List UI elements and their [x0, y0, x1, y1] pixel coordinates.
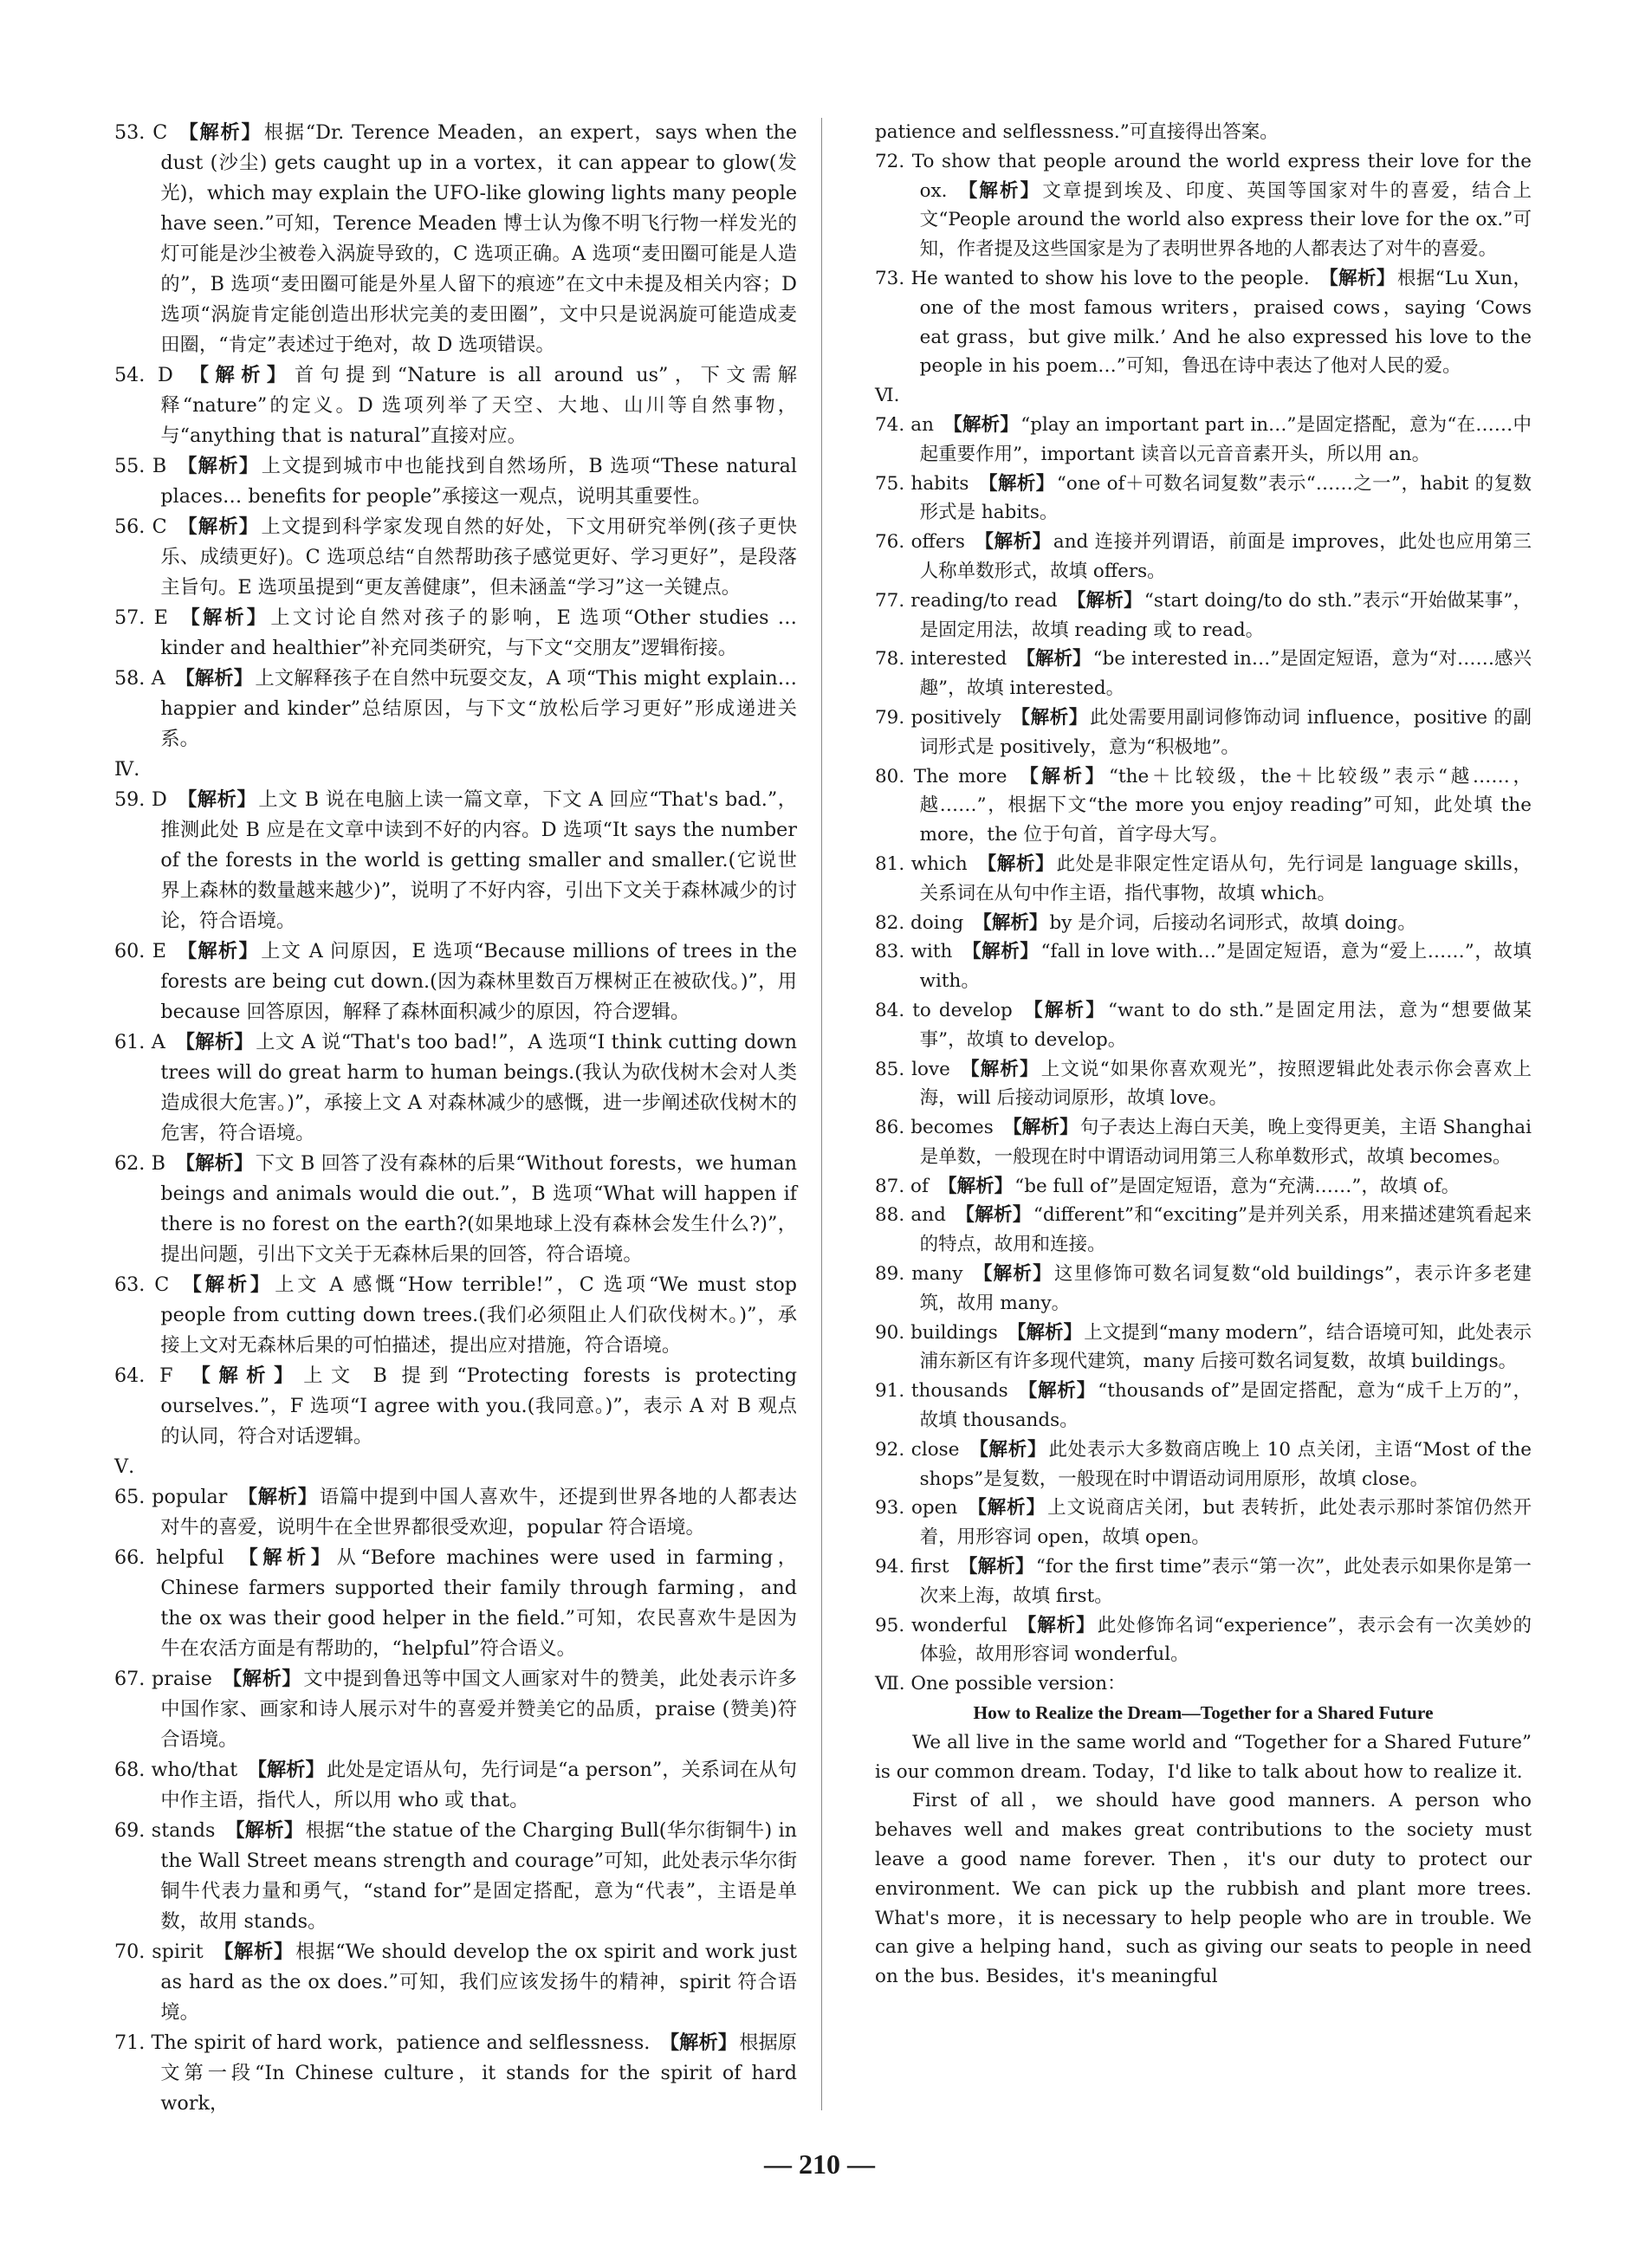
question-number: 71. — [114, 2031, 146, 2054]
question-number: 58. — [114, 667, 146, 690]
answer-value: offers — [910, 531, 965, 554]
question-number: 85. — [875, 1058, 905, 1080]
question-number: 86. — [875, 1117, 905, 1139]
section-heading: Ⅵ. — [875, 385, 900, 407]
answer-entry — [114, 2028, 797, 2119]
analysis-text: 上文 B 提到“Protecting forests is protecting ourselves.”，F 选项“I agree with you.(我同意。)”，表示 A 对 B 观点的认同，符合对话逻辑。 — [160, 1364, 798, 1448]
essay-paragraph: We all live in the same world and “Together for a Shared Future” is our common dream. Today，I'd like to talk about how to realize it. — [875, 1731, 1532, 1783]
analysis-text: 根据“the statue of the Charging Bull(华尔街铜牛) in the Wall Street means strength and courage”可知，此处表示华尔街铜牛代表力量和勇气，“stand for”是固定搭配，意为“代表”，主语是单数，故用 stands。 — [160, 1819, 798, 1933]
analysis-text: 上文说“如果你喜欢观光”，按照逻辑此处表示你会喜欢上海，will 后接动词原形，故填 love。 — [919, 1058, 1532, 1110]
section-heading: Ⅴ. — [114, 1455, 135, 1478]
analysis-text: 上文 A 说“That's too bad!”，A 选项“I think cutting down trees will do great harm to human beings.(我认为砍伐树木会对人类造成很大危害。)”，承接上文 A 对森林减少的感慨，进一步阐述砍伐树木的危害，符合语境。 — [160, 1031, 797, 1144]
analysis-text: 此处是非限定性定语从句，先行词是 language skills，关系词在从句中作主语，指代事物，故填 which。 — [919, 852, 1532, 904]
question-number: 53. — [114, 121, 146, 144]
answer-entry — [875, 762, 1532, 850]
analysis-tag: 【解析】 — [1067, 589, 1143, 612]
question-number: 70. — [114, 1941, 146, 1963]
answer-value: first — [910, 1556, 949, 1578]
answer-value: who/that — [151, 1759, 238, 1781]
analysis-tag: 【解析】 — [177, 788, 257, 811]
analysis-text: “play an important part in…”是固定搭配，意为“在……中起重要作用”，important 读音以元音音素开头，所以用 an。 — [919, 413, 1532, 465]
answer-entry — [875, 1113, 1532, 1172]
answer-value: F — [159, 1364, 173, 1387]
answer-entry — [875, 1552, 1532, 1611]
answer-value: The spirit of hard work，patience and selflessness. — [151, 2031, 651, 2054]
analysis-text: 语篇中提到中国人喜欢牛，还提到世界各地的人都表达对牛的喜爱，说明牛在全世界都很受欢迎，popular 符合语境。 — [160, 1486, 798, 1539]
analysis-text: 上文 A 问原因，E 选项“Because millions of trees in the forests are being cut down.(因为森林里数百万棵树正在被砍伐。)”，用 because 回答原因，解释了森林面积减少的原因，符合逻辑。 — [160, 940, 798, 1023]
analysis-tag: 【解析】 — [979, 472, 1055, 495]
answer-value: thousands — [910, 1380, 1008, 1403]
analysis-tag: 【解析】 — [1319, 267, 1396, 289]
question-number: 77. — [875, 589, 905, 612]
left-column — [114, 118, 797, 2119]
answer-value: A — [151, 1031, 165, 1053]
analysis-tag: 【解析】 — [175, 1031, 254, 1053]
analysis-tag: 【解析】 — [237, 1486, 318, 1508]
analysis-tag: 【解析】 — [222, 1668, 302, 1690]
answer-value: E — [152, 940, 167, 962]
analysis-tag: 【解析】 — [968, 1497, 1046, 1520]
answer-value: praise — [152, 1668, 212, 1690]
answer-value: reading/to read — [910, 589, 1058, 612]
analysis-text: 此处表示大多数商店晚上 10 点关闭，主语“Most of the shops”是复数，一般现在时中谓语动词用原形，故填 close。 — [919, 1438, 1532, 1490]
question-number: 54. — [114, 364, 146, 386]
answer-entry — [875, 264, 1532, 381]
question-number: 88. — [875, 1204, 905, 1227]
question-number: 95. — [875, 1614, 905, 1636]
answer-value: stands — [151, 1819, 216, 1842]
answer-entry — [114, 1149, 797, 1270]
answer-entry — [114, 1543, 797, 1664]
analysis-tag: 【解析】 — [182, 1273, 273, 1296]
answer-entry — [875, 411, 1532, 470]
analysis-tag: 【解析】 — [180, 606, 269, 629]
analysis-text: 上文 A 感慨“How terrible!”，C 选项“We must stop people from cutting down trees.(我们必须阻止人们砍伐树木。)”，承接上文对无森林后果的可怕描述，提出应对措施，符合语境。 — [160, 1273, 797, 1357]
answer-value: doing — [910, 911, 964, 934]
analysis-text: 首句提到“Nature is all around us”，下文需解释“nature”的定义。D 选项列举了天空、大地、山川等自然事物，与“anything that is natural”直接对应。 — [160, 364, 797, 447]
question-number: 78. — [875, 648, 905, 671]
answer-value: which — [910, 852, 968, 875]
answer-value: buildings — [910, 1321, 998, 1344]
analysis-text: 此处修饰名词“experience”，表示会有一次美妙的体验，故用形容词 wonderful。 — [919, 1614, 1532, 1666]
answer-value: and — [910, 1204, 946, 1227]
answer-entry — [114, 664, 797, 755]
question-number: 57. — [114, 606, 146, 629]
answer-entry — [114, 785, 797, 936]
question-number: 56. — [114, 515, 146, 538]
section-heading: Ⅶ. One possible version： — [875, 1673, 1126, 1695]
analysis-text: “different”和“exciting”是并列关系，用来描述建筑看起来的特点，故用和连接。 — [919, 1204, 1532, 1256]
question-number: 92. — [875, 1438, 905, 1461]
analysis-tag: 【解析】 — [975, 531, 1052, 554]
answer-entry — [114, 1027, 797, 1149]
analysis-tag: 【解析】 — [175, 1152, 254, 1175]
answer-value: close — [910, 1438, 960, 1461]
analysis-tag: 【解析】 — [1011, 706, 1088, 729]
analysis-tag: 【解析】 — [938, 1175, 1014, 1197]
analysis-text: 根据“Dr. Terence Meaden，an expert，says when the dust (沙尘) gets caught up in a vortex，it can appear to glow(发光)，which may explain the UFO-like glowing lights many people have seen.”可知，Terence Meaden 博士认为像不明飞行物一样发光的灯可能是沙尘被卷入涡旋导致的，C 选项正确。A 选项“麦田圈可能是人造的”，B 选项“麦田圈可能是外星人留下的痕迹”在文中未提及相关内容；D 选项“涡旋肯定能创造出形状完美的麦田圈”，文中只是说涡旋可能造成麦田圈，“肯定”表述过于绝对，故 D 选项错误。 — [160, 121, 798, 356]
answer-entry — [875, 703, 1532, 762]
section-heading: Ⅳ. — [114, 758, 140, 781]
analysis-text: “one of＋可数名词复数”表示“……之一”，habit 的复数形式是 habits。 — [919, 472, 1532, 524]
analysis-tag: 【解析】 — [213, 1941, 294, 1963]
question-number: 84. — [875, 999, 905, 1021]
answer-value: habits — [910, 472, 969, 495]
answer-entry — [875, 1435, 1532, 1494]
analysis-tag: 【解析】 — [1016, 648, 1092, 671]
analysis-text: 文中提到鲁迅等中国文人画家对牛的赞美，此处表示许多中国作家、画家和诗人展示对牛的喜爱并赞美它的品质，praise (赞美)符合语境。 — [160, 1668, 798, 1751]
answer-entry — [114, 1937, 797, 2028]
question-number: 91. — [875, 1380, 905, 1403]
analysis-text: “the＋比较级，the＋比较级”表示“越……，越……”，根据下文“the more you enjoy reading”可知，此处填 the more，the 位于句首，首字母大写。 — [919, 765, 1532, 846]
analysis-tag: 【解析】 — [191, 1364, 301, 1387]
page-number: — 210 — — [764, 2148, 875, 2180]
question-number: 55. — [114, 455, 146, 477]
analysis-text: 从“Before machines were used in farming，Chinese farmers supported their family through farming，and the ox was their good helper in the field.”可知，农民喜欢牛是因为牛在农活方面是有帮助的，“helpful”符合语义。 — [160, 1546, 797, 1660]
answer-entry — [114, 1482, 797, 1543]
analysis-text: 根据原文第一段“In Chinese culture，it stands for the spirit of hard work， — [160, 2031, 798, 2115]
answer-entry — [114, 603, 797, 664]
answer-entry — [875, 1611, 1532, 1670]
answer-entry — [875, 850, 1532, 909]
answer-value: an — [910, 413, 934, 436]
answer-value: D — [152, 788, 167, 811]
answer-entry — [114, 1664, 797, 1755]
analysis-tag: 【解析】 — [238, 1546, 335, 1569]
question-number: 83. — [875, 941, 905, 963]
analysis-text: “for the first time”表示“第一次”，此处表示如果你是第一次来上海，故填 first。 — [919, 1556, 1532, 1607]
answer-entry — [875, 1494, 1532, 1552]
answer-entry — [875, 586, 1532, 645]
answer-value: to develop — [912, 999, 1013, 1021]
question-number: 75. — [875, 472, 905, 495]
question-number: 82. — [875, 911, 905, 934]
answer-entry — [875, 528, 1532, 586]
answer-value: A — [151, 667, 165, 690]
essay-paragraph: First of all，we should have good manners. A person who behaves well and makes great contributions to the society must leave a good name forever. Then，it's our duty to protect our environment. We can pick up the rubbish and plant more trees. What's more，it is necessary to help people who are in trouble. We can give a helping hand，such as giving our seats to people in need on the bus. Besides，it's meaningful — [875, 1790, 1532, 1988]
answer-entry — [114, 451, 797, 512]
continued-text: patience and selflessness.”可直接得出答案。 — [875, 121, 1279, 143]
question-number: 67. — [114, 1668, 146, 1690]
question-number: 74. — [875, 413, 905, 436]
analysis-tag: 【解析】 — [1018, 1380, 1097, 1403]
question-number: 73. — [875, 267, 905, 289]
question-number: 76. — [875, 531, 905, 554]
analysis-text: “thousands of”是固定搭配，意为“成千上万的”，故填 thousands。 — [919, 1380, 1532, 1432]
answer-entry — [875, 1201, 1532, 1260]
answer-value: many — [911, 1263, 963, 1286]
analysis-text: 下文 B 回答了没有森林的后果“Without forests，we human beings and animals would die out.”，B 选项“What will happen if there is no forest on the earth?(如果地球上没有森林会发生什么?)”，提出问题，引出下文关于无森林后果的回答，符合语境。 — [160, 1152, 798, 1266]
analysis-text: 上文提到科学家发现自然的好处，下文用研究举例(孩子更快乐、成绩更好)。C 选项总结“自然帮助孩子感觉更好、学习更好”，是段落主旨句。E 选项虽提到“更友善健康”，但未涵盖“学习”这一关键点。 — [160, 515, 797, 599]
analysis-tag: 【解析】 — [189, 364, 293, 386]
analysis-text: 上文提到城市中也能找到自然场所，B 选项“These natural places… benefits for people”承接这一观点，说明其重要性。 — [160, 455, 798, 508]
analysis-tag: 【解析】 — [177, 940, 260, 962]
answer-entry — [875, 996, 1532, 1055]
question-number: 68. — [114, 1759, 146, 1781]
analysis-tag: 【解析】 — [1017, 1614, 1096, 1636]
question-number: 65. — [114, 1486, 146, 1508]
analysis-text: 文章提到埃及、印度、英国等国家对牛的喜爱，结合上文“People around the world also express their love for the ox.”可知，作者提及这些国家是为了表明世界各地的人都表达了对牛的喜爱。 — [919, 179, 1532, 261]
answer-value: B — [152, 455, 167, 477]
analysis-text: 这里修饰可数名词复数“old buildings”，表示许多老建筑，故用 many。 — [919, 1263, 1532, 1314]
analysis-tag: 【解析】 — [956, 1204, 1032, 1227]
analysis-text: 上文讨论自然对孩子的影响，E 选项“Other studies … kinder and healthier”补充同类研究，与下文“交朋友”逻辑衔接。 — [160, 606, 797, 659]
column-divider — [821, 118, 822, 2110]
answer-value: C — [152, 121, 168, 144]
answer-value: D — [157, 364, 173, 386]
analysis-text: 句子表达上海白天美，晚上变得更美，主语 Shanghai 是单数，一般现在时中谓语动词用第三人称单数形式，故填 becomes。 — [919, 1117, 1532, 1168]
answer-entry — [114, 1816, 797, 1937]
analysis-tag: 【解析】 — [659, 2031, 737, 2054]
analysis-text: 根据“We should develop the ox spirit and work just as hard as the ox does.”可知，我们应该发扬牛的精神，spirit 符合语境。 — [160, 1941, 797, 2024]
answer-entry — [875, 470, 1532, 528]
analysis-text: 上文说商店关闭，but 表转折，此处表示那时茶馆仍然开着，用形容词 open，故填 open。 — [919, 1497, 1532, 1549]
answer-entry — [875, 645, 1532, 703]
answer-entry — [875, 1377, 1532, 1435]
question-number: 93. — [875, 1497, 905, 1520]
analysis-tag: 【解析】 — [1003, 1117, 1079, 1139]
analysis-tag: 【解析】 — [973, 1263, 1053, 1286]
answer-entry — [114, 118, 797, 360]
question-number: 66. — [114, 1546, 146, 1569]
analysis-tag: 【解析】 — [1024, 999, 1106, 1021]
analysis-tag: 【解析】 — [977, 852, 1055, 875]
answer-entry — [114, 1755, 797, 1816]
analysis-text: “start doing/to do sth.”表示“开始做某事”，是固定用法，故填 reading 或 to read。 — [919, 589, 1532, 641]
analysis-tag: 【解析】 — [178, 455, 260, 477]
analysis-text: 此处是定语从句，先行词是“a person”，关系词在从句中作主语，指代人，所以用 who 或 that。 — [160, 1759, 798, 1811]
question-number: 80. — [875, 765, 905, 787]
answer-value: interested — [910, 648, 1007, 671]
question-number: 60. — [114, 940, 146, 962]
analysis-tag: 【解析】 — [958, 179, 1041, 202]
analysis-tag: 【解析】 — [247, 1759, 325, 1781]
question-number: 64. — [114, 1364, 146, 1387]
analysis-text: 上文提到“many modern”，结合语境可知，此处表示浦东新区有许多现代建筑，many 后接可数名词复数，故填 buildings。 — [919, 1321, 1532, 1373]
answer-entry — [114, 512, 797, 603]
answer-entry — [114, 1361, 797, 1452]
answer-entry — [114, 360, 797, 451]
question-number: 62. — [114, 1152, 146, 1175]
answer-value: The more — [913, 765, 1007, 787]
answer-entry — [114, 1270, 797, 1361]
answer-entry — [875, 1260, 1532, 1319]
answer-value: C — [154, 1273, 170, 1296]
analysis-text: “fall in love with…”是固定短语，意为“爱上……”，故填 with。 — [919, 941, 1532, 993]
right-column — [875, 118, 1532, 1992]
question-number: 69. — [114, 1819, 146, 1842]
answer-value: To show that people around the world express their love for the ox. — [911, 150, 1532, 202]
answer-value: He wanted to show his love to the people. — [910, 267, 1310, 289]
analysis-tag: 【解析】 — [973, 911, 1048, 934]
analysis-text: “be interested in…”是固定短语，意为“对……感兴趣”，故填 interested。 — [919, 648, 1532, 700]
answer-value: E — [153, 606, 168, 629]
answer-value: open — [910, 1497, 958, 1520]
question-number: 89. — [875, 1263, 905, 1286]
question-number: 72. — [875, 150, 905, 172]
analysis-tag: 【解析】 — [178, 515, 260, 538]
analysis-tag: 【解析】 — [178, 121, 262, 144]
question-number: 81. — [875, 852, 905, 875]
answer-value: becomes — [910, 1117, 994, 1139]
analysis-text: 上文解释孩子在自然中玩耍交友，A 项“This might explain… happier and kinder”总结原因，与下文“放松后学习更好”形成递进关系。 — [160, 667, 797, 750]
answer-value: wonderful — [911, 1614, 1007, 1636]
answer-entry — [875, 1055, 1532, 1114]
answer-entry — [875, 147, 1532, 264]
analysis-text: “be full of”是固定短语，意为“充满……”，故填 of。 — [1014, 1175, 1461, 1197]
answer-value: B — [151, 1152, 166, 1175]
answer-entry — [114, 936, 797, 1027]
question-number: 59. — [114, 788, 146, 811]
analysis-tag: 【解析】 — [969, 1438, 1047, 1461]
analysis-tag: 【解析】 — [962, 941, 1040, 963]
analysis-text: by 是介词，后接动名词形式，故填 doing。 — [1049, 911, 1416, 934]
question-number: 61. — [114, 1031, 146, 1053]
essay-title: How to Realize the Dream—Together for a Shared Future — [973, 1702, 1434, 1724]
question-number: 87. — [875, 1175, 905, 1197]
answer-value: popular — [152, 1486, 228, 1508]
answer-entry — [875, 937, 1532, 996]
question-number: 63. — [114, 1273, 146, 1296]
answer-value: helpful — [155, 1546, 224, 1569]
analysis-tag: 【解析】 — [958, 1556, 1034, 1578]
analysis-tag: 【解析】 — [943, 413, 1020, 436]
analysis-tag: 【解析】 — [1020, 765, 1107, 787]
answer-entry — [875, 909, 1532, 938]
answer-entry — [875, 1172, 1532, 1202]
question-number: 79. — [875, 706, 905, 729]
answer-value: of — [910, 1175, 929, 1197]
analysis-text: and 连接并列谓语，前面是 improves，此处也应用第三人称单数形式，故填 offers。 — [919, 531, 1532, 582]
answer-value: C — [152, 515, 167, 538]
analysis-text: 上文 B 说在电脑上读一篇文章，下文 A 回应“That's bad.”，推测此处 B 应是在文章中读到不好的内容。D 选项“It says the number of the forests in the world is getting smaller and smaller.(它说世界上森林的数量越来越少)”，说明了不好内容，引出下文关于森林减少的讨论，符合语境。 — [160, 788, 797, 932]
question-number: 90. — [875, 1321, 905, 1344]
answer-value: spirit — [152, 1941, 204, 1963]
question-number: 94. — [875, 1556, 905, 1578]
analysis-text: 此处需要用副词修饰动词 influence，positive 的副词形式是 positively，意为“积极地”。 — [919, 706, 1532, 758]
answer-entry — [875, 1319, 1532, 1377]
answer-value: positively — [910, 706, 1001, 729]
analysis-tag: 【解析】 — [225, 1819, 304, 1842]
analysis-tag: 【解析】 — [1007, 1321, 1083, 1344]
analysis-tag: 【解析】 — [961, 1058, 1040, 1080]
analysis-tag: 【解析】 — [175, 667, 254, 690]
analysis-text: “want to do sth.”是固定用法，意为“想要做某事”，故填 to develop。 — [919, 999, 1532, 1051]
analysis-text: 根据“Lu Xun，one of the most famous writers，praised cows，saying ‘Cows eat grass，but give milk.’ And he also expressed his love to the people in his poem…”可知，鲁迅在诗中表达了他对人民的爱。 — [919, 267, 1532, 378]
answer-value: love — [911, 1058, 950, 1080]
answer-value: with — [910, 941, 953, 963]
